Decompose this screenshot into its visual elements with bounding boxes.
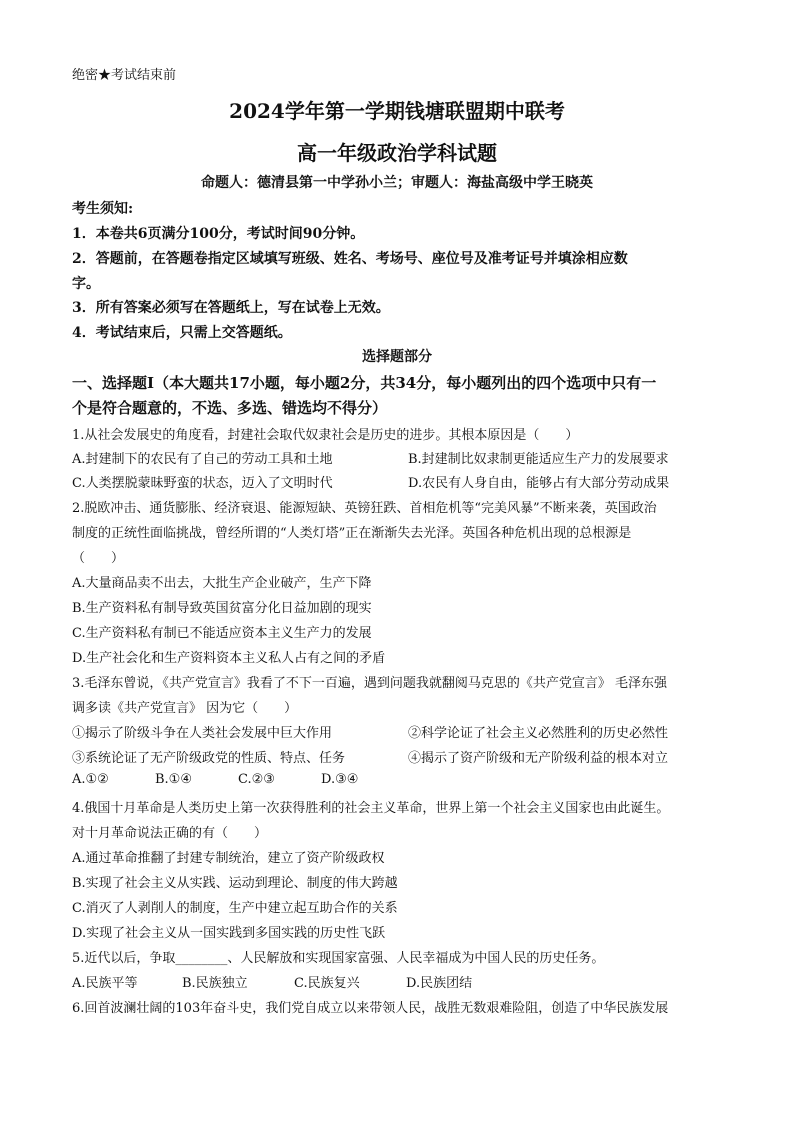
question-stem: 6.回首波澜壮阔的103年奋斗史，我们党自成立以来带领人民，战胜无数艰难险阻，创造了中华民族发展 [72, 1001, 669, 1016]
question-stem: 1.从社会发展史的角度看，封建社会取代奴隶社会是历史的进步。其根本原因是（ ） [72, 428, 579, 443]
option-c: C.生产资料私有制已不能适应资本主义生产力的发展 [72, 626, 372, 641]
option-b: B.生产资料私有制导致英国贫富分化日益加剧的现实 [72, 601, 372, 616]
notice-line: 2．答题前，在答题卷指定区域填写班级、姓名、考场号、座位号及准考证号并填涂相应数 [72, 251, 628, 267]
question-stem: 5.近代以后，争取________、人民解放和实现国家富强、人民幸福成为中国人民的历史任务。 [72, 951, 605, 966]
option-d: D.生产社会化和生产资料资本主义私人占有之间的矛盾 [72, 651, 386, 666]
statement-3: ③系统论证了无产阶级政党的性质、特点、任务 [72, 751, 346, 766]
option-b: B.①④ [155, 772, 192, 787]
option-d: D.③④ [321, 772, 359, 787]
question-stem: 3.毛泽东曾说，《共产党宣言》我看了不下一百遍，遇到问题我就翻阅马克思的《共产党宣言》 毛泽东强 [72, 676, 668, 691]
option-d: D.实现了社会主义从一国实践到多国实践的历史性飞跃 [72, 926, 386, 941]
secret-label: 绝密★考试结束前 [72, 68, 177, 83]
option-a: A.封建制下的农民有了自己的劳动工具和土地 [72, 452, 333, 467]
question-stem: 制度的正统性面临挑战，曾经所谓的“人类灯塔”正在渐渐失去光泽。英国各种危机出现的总根源是 [72, 526, 632, 541]
part-instructions: 个是符合题意的，不选、多选、错选均不得分） [72, 399, 388, 417]
section-title: 选择题部分 [362, 349, 432, 365]
exam-title: 2024学年第一学期钱塘联盟期中联考 [229, 99, 565, 123]
question-stem: 2.脱欧冲击、通货膨胀、经济衰退、能源短缺、英镑狂跌、首相危机等“完美风暴”不断来袭，英国政治 [72, 501, 657, 516]
option-a: A.大量商品卖不出去，大批生产企业破产，生产下降 [72, 576, 372, 591]
option-d: D.民族团结 [406, 976, 473, 991]
option-a: A.①② [72, 772, 109, 787]
exam-subtitle: 高一年级政治学科试题 [297, 141, 497, 165]
question-stem: 对十月革命说法正确的有（ ） [72, 826, 268, 841]
option-a: A.通过革命推翻了封建专制统治，建立了资产阶级政权 [72, 851, 385, 866]
question-stem: 4.俄国十月革命是人类历史上第一次获得胜利的社会主义革命，世界上第一个社会主义国家也由此诞生。 [72, 801, 670, 816]
option-b: B.封建制比奴隶制更能适应生产力的发展要求 [408, 452, 669, 467]
question-stem: （ ） [72, 551, 125, 566]
statement-1: ①揭示了阶级斗争在人类社会发展中巨大作用 [72, 726, 333, 741]
statement-2: ②科学论证了社会主义必然胜利的历史必然性 [408, 726, 669, 741]
notice-line: 4．考试结束后，只需上交答题纸。 [72, 325, 292, 341]
statement-4: ④揭示了资产阶级和无产阶级利益的根本对立 [408, 751, 669, 766]
notice-line: 字。 [72, 276, 100, 292]
option-c: C.消灭了人剥削人的制度，生产中建立起互助合作的关系 [72, 901, 398, 916]
notice-heading: 考生须知: [72, 201, 134, 217]
option-b: B.实现了社会主义从实践、运动到理论、制度的伟大跨越 [72, 876, 398, 891]
notice-line: 3．所有答案必须写在答题纸上，写在试卷上无效。 [72, 300, 390, 316]
option-c: C.民族复兴 [294, 976, 360, 991]
question-stem: 调多读《共产党宣言》 因为它（ ） [72, 701, 298, 716]
option-c: C.人类摆脱蒙昧野蛮的状态，迈入了文明时代 [72, 476, 333, 491]
option-d: D.农民有人身自由，能够占有大部分劳动成果 [408, 476, 670, 491]
option-c: C.②③ [238, 772, 275, 787]
notice-line: 1．本卷共6页满分100分，考试时间90分钟。 [72, 226, 365, 242]
part-instructions: 一、选择题Ⅰ（本大题共17小题，每小题2分，共34分，每小题列出的四个选项中只有一 [72, 374, 657, 392]
option-a: A.民族平等 [72, 976, 138, 991]
option-b: B.民族独立 [182, 976, 248, 991]
authors-line: 命题人：德清县第一中学孙小兰；审题人：海盐高级中学王晓英 [201, 175, 593, 191]
